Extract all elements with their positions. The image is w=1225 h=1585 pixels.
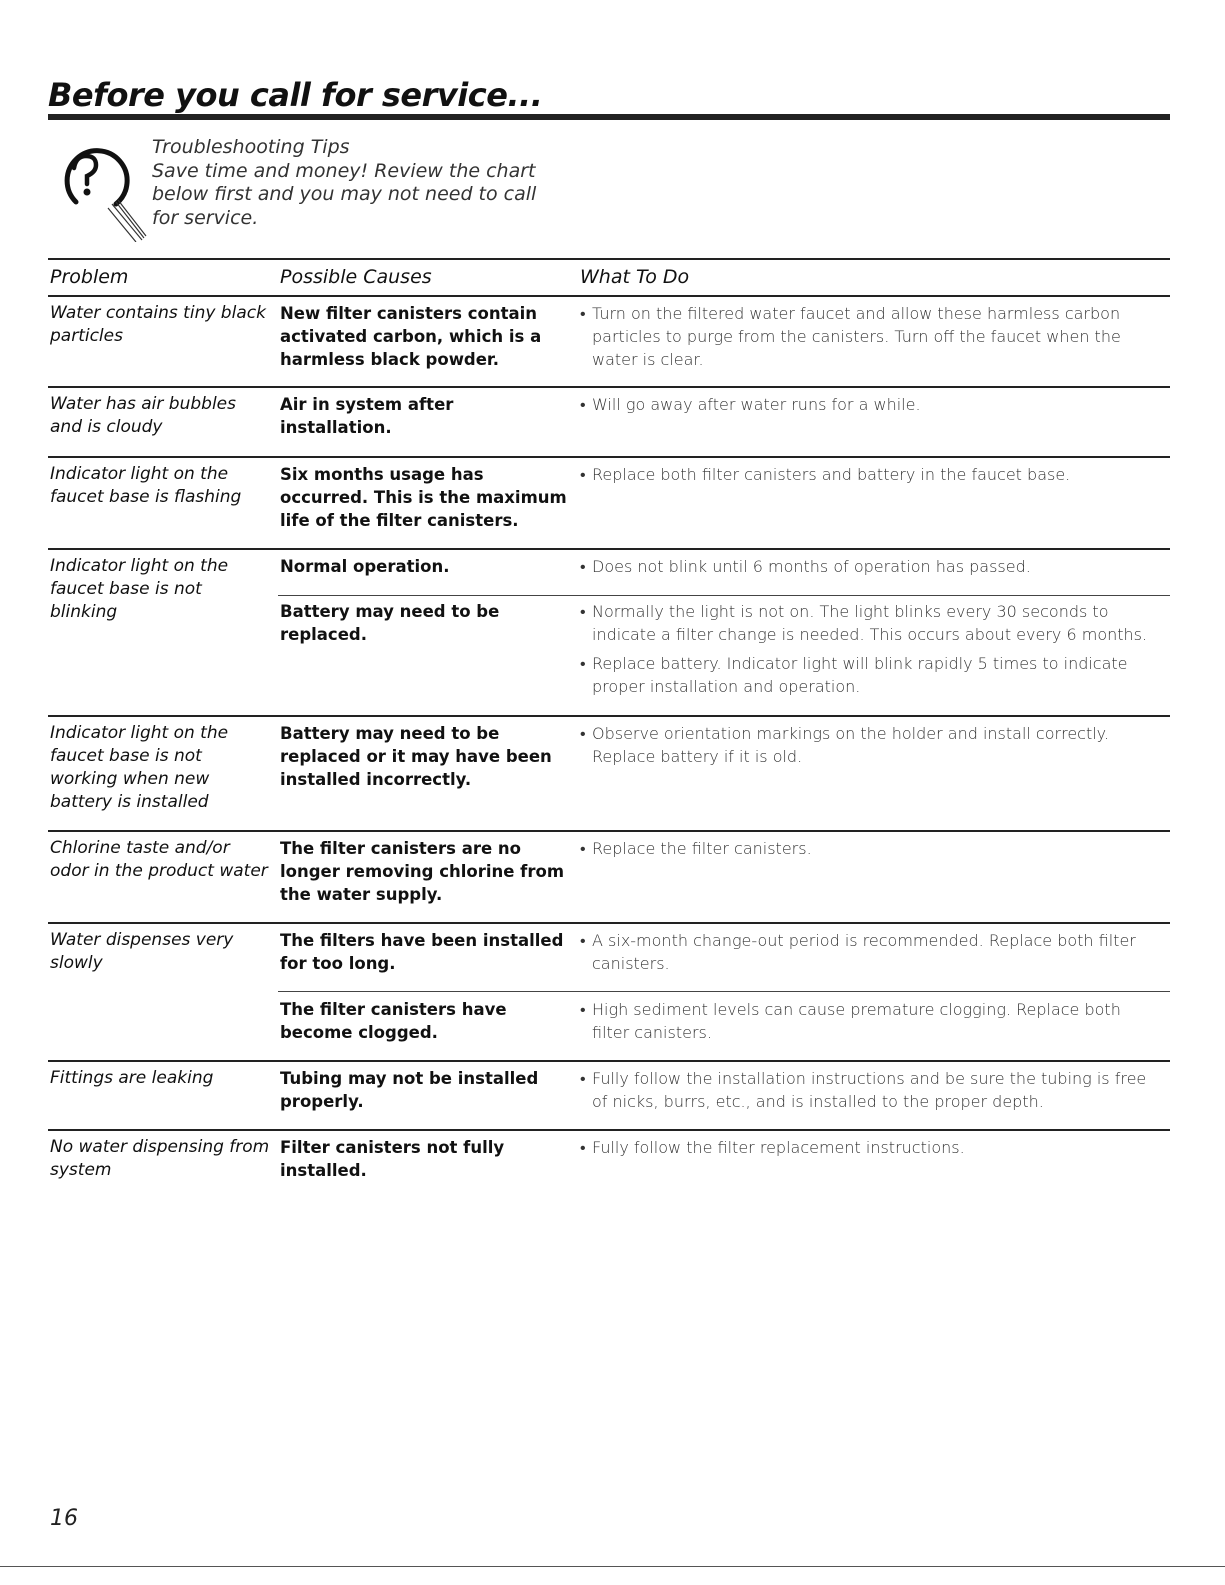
todo-cell <box>580 600 1160 698</box>
cause-cell: The filter canisters are no longer removing chlorine from the water supply. <box>280 839 565 904</box>
row-rule <box>48 830 1170 832</box>
row-rule <box>48 922 1170 924</box>
cause-cell: Battery may need to be replaced or it may have been installed incorrectly. <box>280 724 552 789</box>
problem-cell: Indicator light on the faucet base is not blinking <box>50 556 229 622</box>
cause-cell: The filters have been installed for too long. <box>280 931 564 973</box>
cause-cell: Normal operation. <box>280 557 450 576</box>
todo-item: • Turn on the filtered water faucet and allow these harmless carbon particles to purge from the canisters. Turn off the faucet when the water is clear. <box>580 302 1160 371</box>
todo-item: • Replace both filter canisters and battery in the faucet base. <box>580 463 1160 486</box>
todo-item: • Does not blink until 6 months of operation has passed. <box>580 555 1160 578</box>
todo-item: • Will go away after water runs for a while. <box>580 393 1160 416</box>
row-rule <box>48 1129 1170 1131</box>
todo-item: • High sediment levels can cause premature clogging. Replace both filter canisters. <box>580 998 1160 1044</box>
table-top-rule <box>48 258 1170 260</box>
cause-cell: Filter canisters not fully installed. <box>280 1138 505 1180</box>
cause-cell: Air in system after installation. <box>280 395 454 437</box>
todo-cell <box>580 555 1160 578</box>
row-rule <box>48 456 1170 458</box>
todo-item: • A six-month change-out period is recommended. Replace both filter canisters. <box>580 929 1160 975</box>
problem-cell: Water has air bubbles and is cloudy <box>50 394 236 437</box>
todo-item: • Replace battery. Indicator light will blink rapidly 5 times to indicate proper installation and operation. <box>580 652 1160 698</box>
row-rule <box>48 1060 1170 1062</box>
todo-cell <box>580 998 1160 1044</box>
sub-row-rule <box>278 991 1170 992</box>
row-rule <box>48 386 1170 388</box>
problem-cell: Indicator light on the faucet base is not working when new battery is installed <box>50 723 229 812</box>
title-rule <box>48 114 1170 120</box>
cause-cell: Battery may need to be replaced. <box>280 602 500 644</box>
page-title: Before you call for service... <box>48 76 543 114</box>
cause-cell: Six months usage has occurred. This is the maximum life of the filter canisters. <box>280 465 567 530</box>
question-mark-icon <box>46 132 156 242</box>
problem-cell: Fittings are leaking <box>50 1068 214 1088</box>
tips-line: Save time and money! Review the chart <box>152 159 536 182</box>
problem-cell: No water dispensing from system <box>50 1137 270 1180</box>
todo-item: • Replace the filter canisters. <box>580 837 1160 860</box>
todo-cell <box>580 929 1160 975</box>
cause-cell: The filter canisters have become clogged. <box>280 1000 507 1042</box>
todo-cell <box>580 1136 1160 1159</box>
cause-cell: New filter canisters contain activated carbon, which is a harmless black powder. <box>280 304 542 369</box>
tips-line: below first and you may not need to call <box>152 183 537 205</box>
header-rule <box>48 295 1170 297</box>
tips-line: Troubleshooting Tips <box>152 136 350 158</box>
todo-item: • Fully follow the installation instructions and be sure the tubing is free of nicks, burrs, etc., and is installed to the proper depth. <box>580 1067 1160 1113</box>
footer-rule <box>0 1566 1225 1567</box>
todo-cell <box>580 837 1160 860</box>
page-number: 16 <box>50 1506 78 1531</box>
problem-cell: Indicator light on the faucet base is flashing <box>50 464 242 507</box>
todo-cell <box>580 1067 1160 1113</box>
todo-cell <box>580 463 1160 486</box>
todo-cell <box>580 393 1160 416</box>
problem-cell: Water contains tiny black particles <box>50 303 266 346</box>
row-rule <box>48 548 1170 550</box>
troubleshooting-tips <box>152 136 537 230</box>
sub-row-rule <box>278 595 1170 596</box>
problem-cell: Chlorine taste and/or odor in the product water <box>50 838 268 881</box>
tips-line: for service. <box>152 206 259 229</box>
row-rule <box>48 715 1170 717</box>
header-what-to-do: What To Do <box>580 266 690 288</box>
todo-cell <box>580 722 1160 768</box>
todo-item: • Fully follow the filter replacement instructions. <box>580 1136 1160 1159</box>
todo-item: • Observe orientation markings on the holder and install correctly. Replace battery if it is old. <box>580 722 1160 768</box>
header-problem: Problem <box>50 266 129 288</box>
todo-item: • Normally the light is not on. The light blinks every 30 seconds to indicate a filter change is needed. This occurs about every 6 months. <box>580 600 1160 646</box>
problem-cell: Water dispenses very slowly <box>50 930 234 973</box>
cause-cell: Tubing may not be installed properly. <box>280 1069 539 1111</box>
header-possible-causes: Possible Causes <box>280 266 432 288</box>
todo-cell <box>580 302 1160 371</box>
